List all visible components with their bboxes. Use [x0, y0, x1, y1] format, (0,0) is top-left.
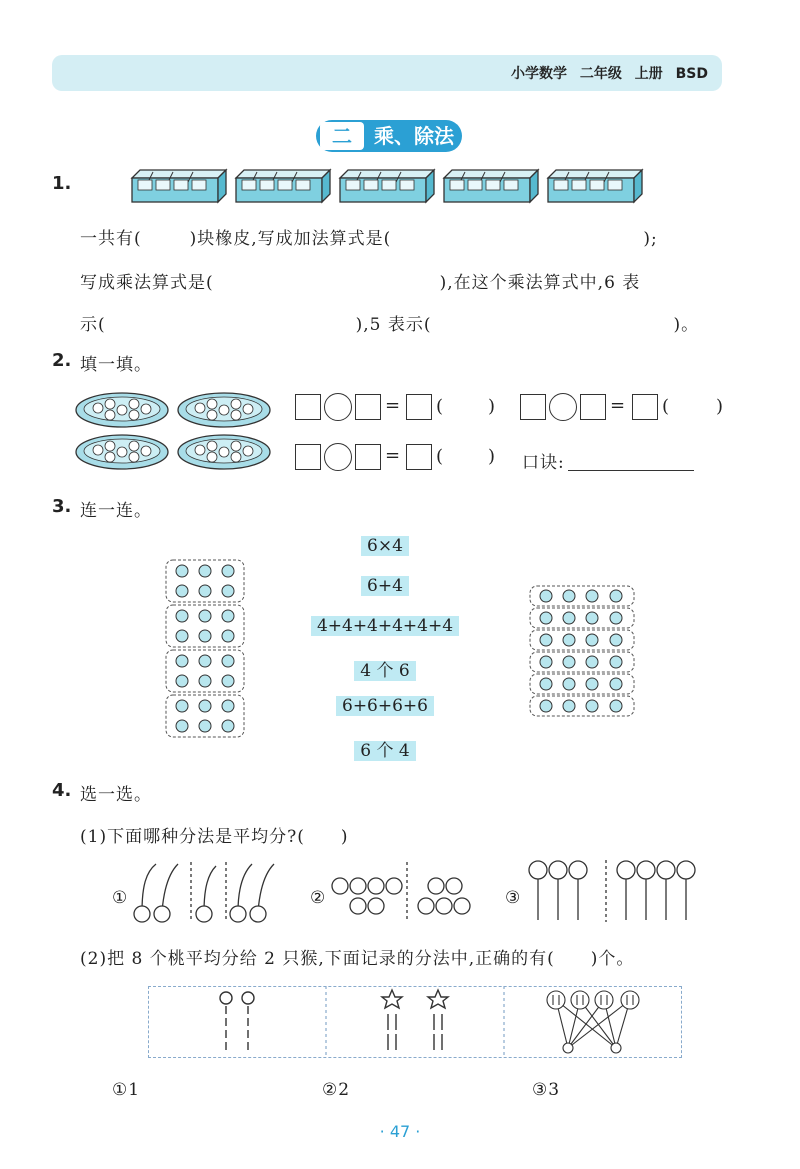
- chapter-number: 二: [320, 122, 364, 150]
- paren-open: (: [436, 446, 444, 467]
- header-edition: BSD: [675, 66, 708, 82]
- paren-open: (: [436, 396, 444, 417]
- answer-box[interactable]: [580, 394, 606, 420]
- expression-4-ge-6[interactable]: 4 个 6: [354, 661, 415, 681]
- operator-circle[interactable]: [324, 393, 352, 421]
- dot-groups-6x4: [528, 584, 640, 720]
- q1-line-1: [80, 224, 658, 249]
- question-3-number: 3.: [52, 496, 72, 517]
- option-2-mark[interactable]: ②: [310, 888, 327, 908]
- header-volume: 上册: [634, 66, 663, 82]
- question-2-number: 2.: [52, 350, 72, 371]
- answer-box[interactable]: [355, 394, 381, 420]
- paren-close: ): [716, 396, 724, 417]
- chapter-title: 乘、除法: [374, 124, 454, 148]
- koujue-answer-line[interactable]: [568, 470, 694, 471]
- paren-close: ): [488, 396, 496, 417]
- header-text: [511, 63, 708, 83]
- operator-circle[interactable]: [549, 393, 577, 421]
- expression-5-wrap: [280, 696, 490, 716]
- paren-open: (: [662, 396, 670, 417]
- q4-sub2-text: (2)把 8 个桃平均分给 2 只猴,下面记录的分法中,正确的有( )个。: [80, 949, 635, 969]
- equals-sign: =: [610, 395, 626, 416]
- answer-box[interactable]: [406, 394, 432, 420]
- question-3-title: 连一连。: [80, 501, 152, 521]
- question-4-title: 选一选。: [80, 785, 152, 805]
- answer-option-1[interactable]: ①1: [112, 1080, 141, 1100]
- expression-4-six-times[interactable]: 4+4+4+4+4+4: [311, 616, 459, 636]
- expression-4-wrap: [280, 656, 490, 681]
- chapter-title-badge: [316, 120, 462, 152]
- answer-box[interactable]: [406, 444, 432, 470]
- expression-2-wrap: [280, 576, 490, 596]
- q1-text-meaning6: ),在这个乘法算式中,6 表: [439, 273, 641, 293]
- header-grade: 二年级: [579, 66, 622, 82]
- answer-box[interactable]: [295, 444, 321, 470]
- dot-groups-4x6: [164, 558, 250, 742]
- paren-close: ): [488, 446, 496, 467]
- q4-sub1-text: (1)下面哪种分法是平均分?( ): [80, 827, 349, 847]
- q1-text-shi: 示(: [80, 315, 106, 335]
- q1-text-multiplication: 写成乘法算式是(: [80, 273, 214, 293]
- option-1-mark[interactable]: ①: [112, 888, 129, 908]
- expression-6-ge-4[interactable]: 6 个 4: [354, 741, 415, 761]
- answer-box[interactable]: [355, 444, 381, 470]
- plates-with-flowers-illustration: [74, 390, 280, 474]
- eraser-boxes-illustration: [128, 168, 698, 208]
- header-bar: [52, 55, 722, 91]
- answer-box[interactable]: [632, 394, 658, 420]
- expression-6x4[interactable]: 6×4: [361, 536, 409, 556]
- division-options-illustration: [128, 856, 708, 928]
- q1-line-3: [80, 310, 699, 335]
- q1-text-addition: )块橡皮,写成加法算式是(: [189, 229, 392, 249]
- operator-circle[interactable]: [324, 443, 352, 471]
- koujue-label: 口诀:: [522, 453, 565, 473]
- expression-6-wrap: [280, 736, 490, 761]
- expression-6-four-times[interactable]: 6+6+6+6: [336, 696, 434, 716]
- equals-sign: =: [385, 445, 401, 466]
- q1-line-2: [80, 268, 640, 293]
- q1-text-total: 一共有(: [80, 229, 142, 249]
- q1-text-meaning5: ),5 表示(: [355, 315, 432, 335]
- expression-3-wrap: [280, 616, 490, 636]
- answer-option-3[interactable]: ③3: [532, 1080, 561, 1100]
- expression-6plus4[interactable]: 6+4: [361, 576, 409, 596]
- page-number: · 47 ·: [379, 1122, 421, 1141]
- q1-text-end1: );: [643, 229, 658, 249]
- q1-text-end3: )。: [673, 315, 700, 335]
- answer-box[interactable]: [295, 394, 321, 420]
- question-4-number: 4.: [52, 780, 72, 801]
- equals-sign: =: [385, 395, 401, 416]
- header-subject: 小学数学: [511, 66, 567, 82]
- answer-box[interactable]: [520, 394, 546, 420]
- expression-1-wrap: [280, 536, 490, 556]
- answer-option-2[interactable]: ②2: [322, 1080, 351, 1100]
- recording-methods-illustration: [148, 986, 682, 1058]
- question-2-title: 填一填。: [80, 355, 152, 375]
- question-1-number: 1.: [52, 173, 72, 194]
- option-3-mark[interactable]: ③: [505, 888, 522, 908]
